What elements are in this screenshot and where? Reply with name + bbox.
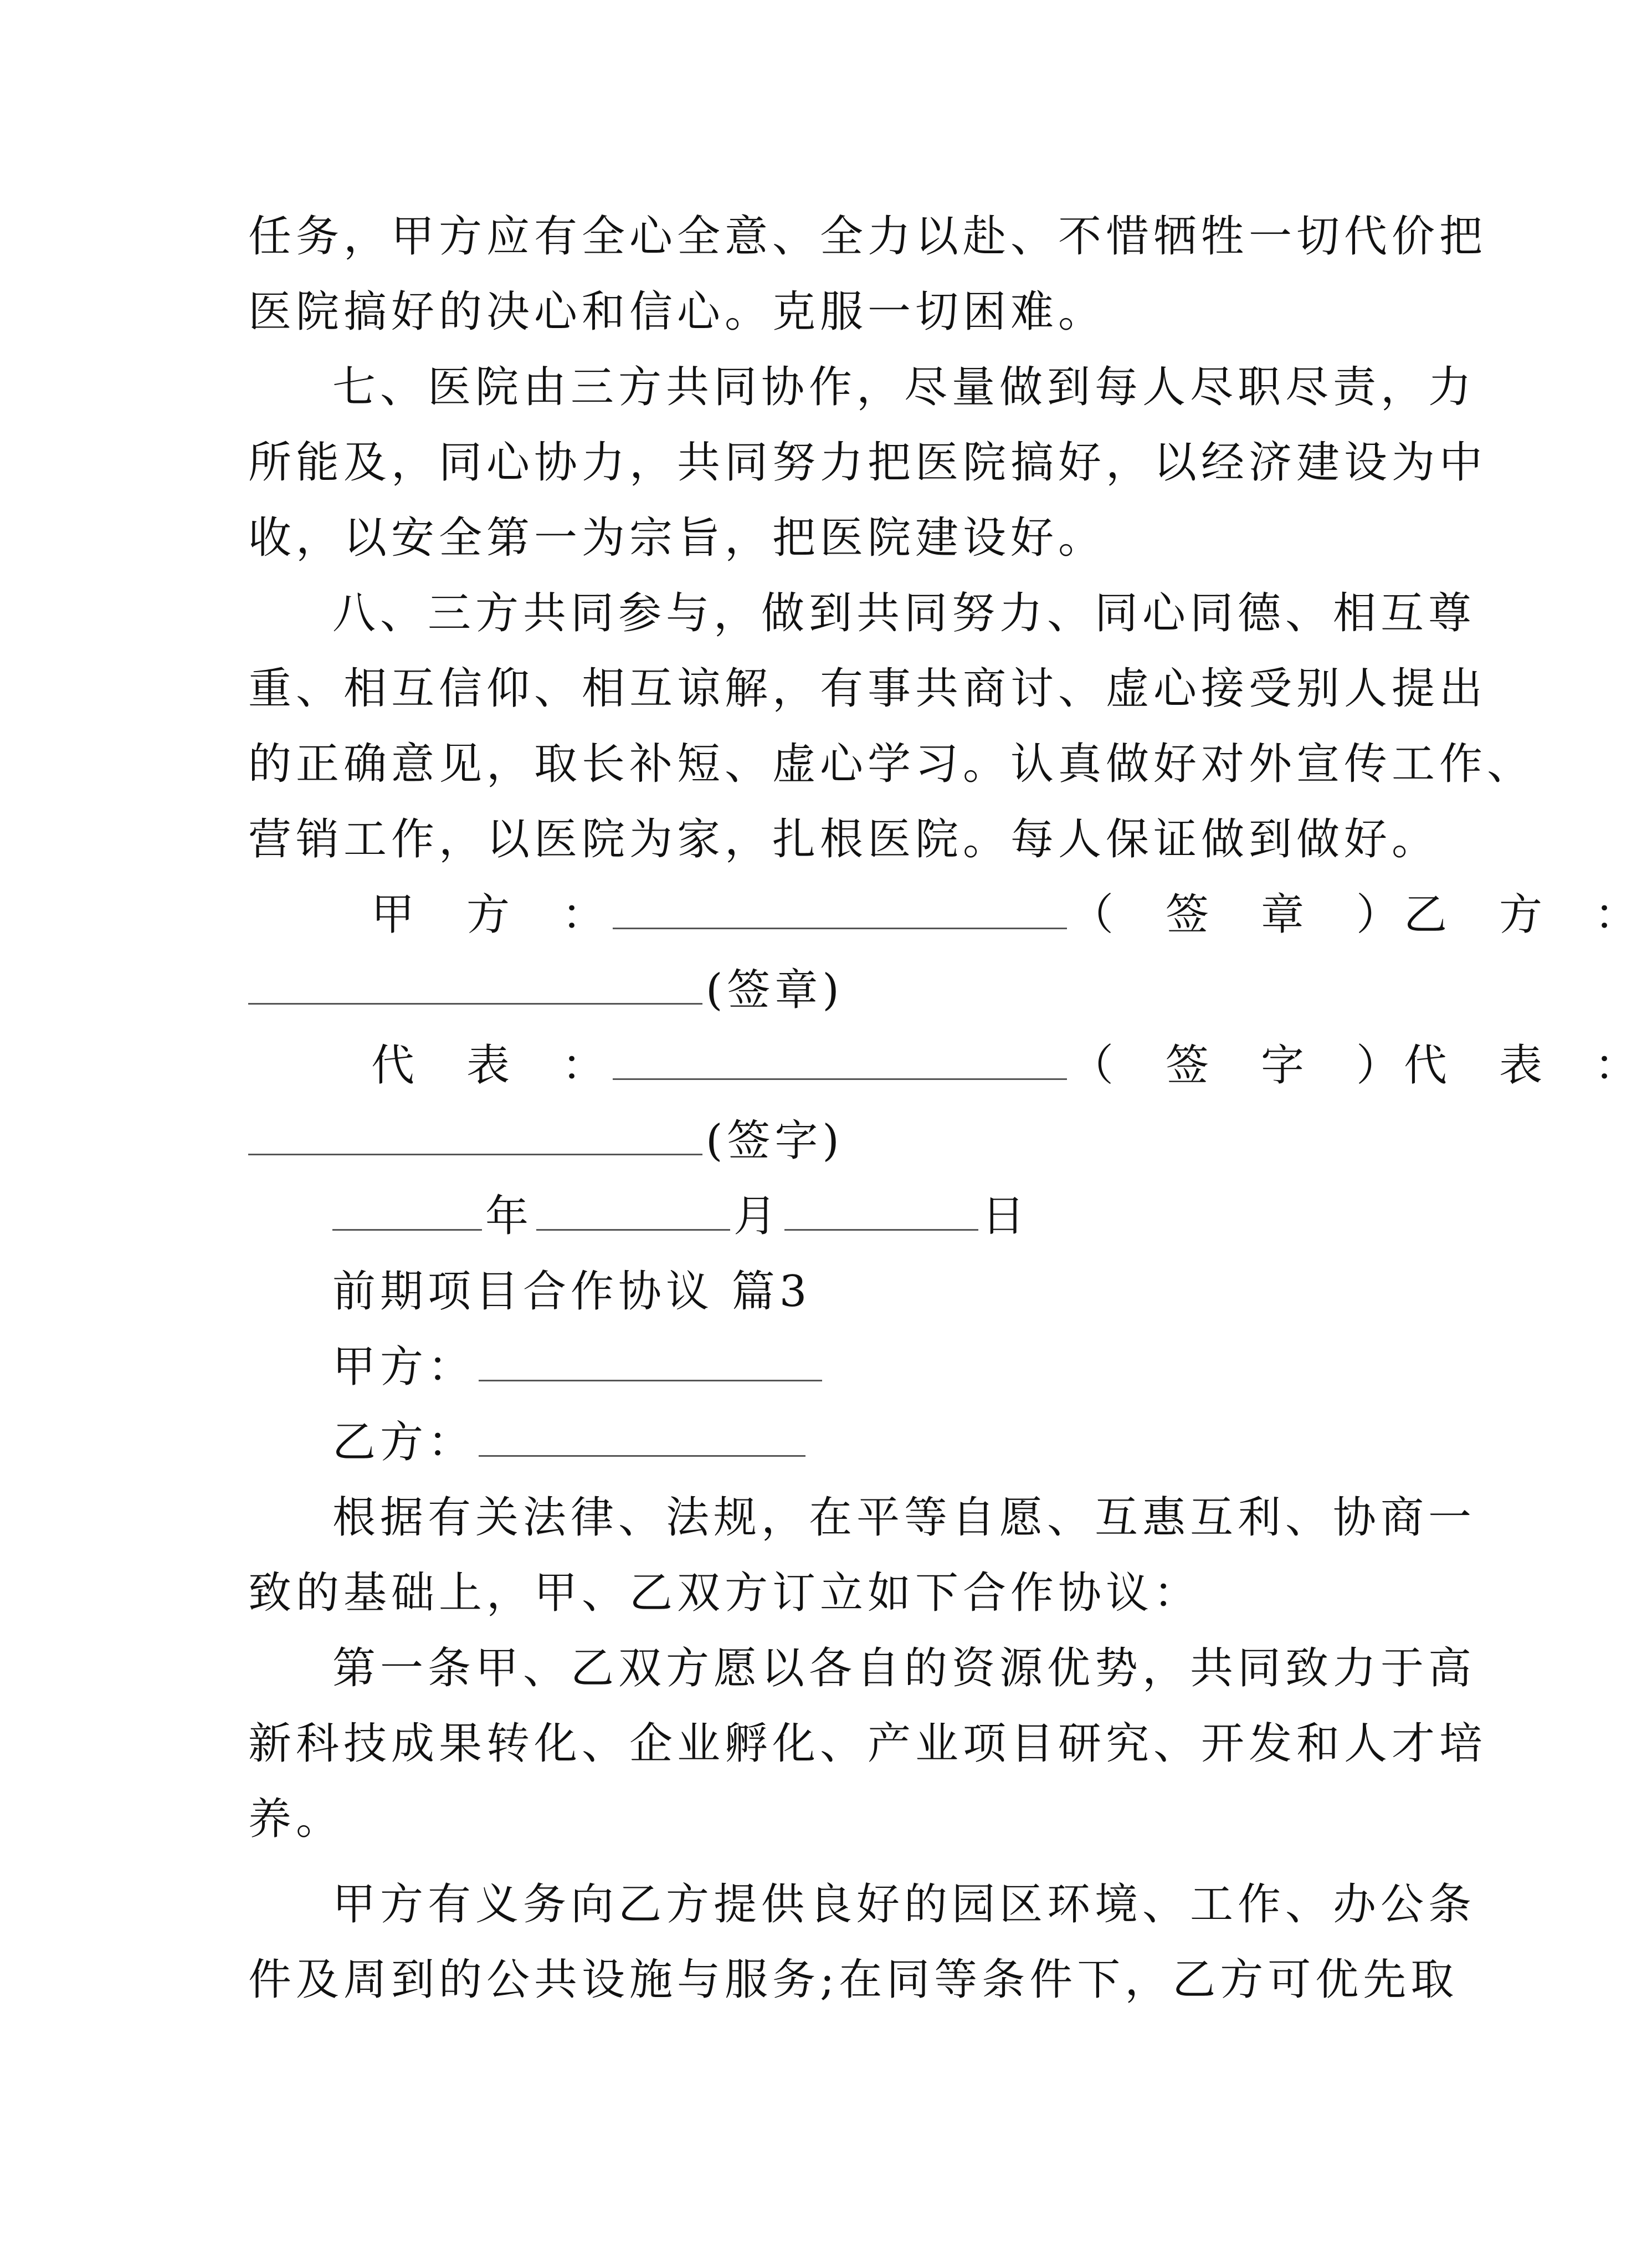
rep-b-label: 代 表 ：: [1404, 1041, 1642, 1091]
section-title: 前期项目合作协议 篇3: [332, 1267, 812, 1317]
party-a-name-blank: [479, 1337, 822, 1381]
signature-row-party: [371, 884, 1642, 945]
year-label: 年: [485, 1191, 533, 1241]
party-a-seal: （ 签 章 ）: [1070, 890, 1404, 940]
paragraph-line: 致的基础上，甲、乙双方订立如下合作协议：: [248, 1568, 1202, 1618]
rep-a-label: 代 表 ：: [371, 1041, 610, 1091]
paragraph-line: 新科技成果转化、企业孵化、产业项目研究、开发和人才培: [248, 1719, 1487, 1769]
paragraph-line: 根据有关法律、法规，在平等自愿、互惠互利、协商一: [332, 1493, 1476, 1543]
party-b-name-blank: [479, 1412, 805, 1457]
party-b-row: [332, 1412, 1457, 1473]
month-blank: [536, 1186, 730, 1231]
paragraph-line: 八、三方共同参与，做到共同努力、同心同德、相互尊: [332, 588, 1476, 638]
rep-a-sign: （ 签 字 ）: [1070, 1041, 1404, 1091]
paragraph-line: 营销工作，以医院为家，扎根医院。每人保证做到做好。: [248, 815, 1440, 864]
paragraph-line: 第一条甲、乙双方愿以各自的资源优势，共同致力于高: [332, 1644, 1476, 1693]
party-a-label: 甲 方 ：: [371, 890, 610, 940]
rep-b-sign: (签字): [706, 1116, 844, 1166]
day-blank: [784, 1186, 978, 1231]
party-b-label: 乙 方 ：: [1404, 890, 1642, 940]
signature-row-party-b: [248, 960, 1373, 1021]
paragraph-line: 任务，甲方应有全心全意、全力以赴、不惜牺牲一切代价把: [248, 212, 1487, 262]
paragraph-line: 甲方有义务向乙方提供良好的园区环境、工作、办公条: [332, 1880, 1476, 1929]
rep-b-blank: [248, 1110, 702, 1155]
paragraph-line: 的正确意见，取长补短、虚心学习。认真做好对外宣传工作、: [248, 739, 1535, 789]
paragraph-line: 件及周到的公共设施与服务;在同等条件下，乙方可优先取: [248, 1955, 1459, 2005]
paragraph-line: 养。: [248, 1794, 344, 1844]
party-a-label: 甲方：: [332, 1342, 476, 1392]
party-a-row: [332, 1337, 1457, 1397]
signature-row-rep-b: [248, 1110, 1373, 1171]
month-label: 月: [733, 1191, 782, 1241]
signature-row-rep: [371, 1035, 1642, 1096]
paragraph-line: 医院搞好的决心和信心。克服一切困难。: [248, 287, 1106, 337]
party-b-seal: (签章): [706, 965, 844, 1015]
paragraph-line: 所能及，同心协力，共同努力把医院搞好，以经济建设为中: [248, 438, 1487, 488]
paragraph-line: 重、相互信仰、相互谅解，有事共商讨、虚心接受别人提出: [248, 664, 1487, 714]
rep-a-blank: [613, 1035, 1067, 1080]
party-b-label: 乙方：: [332, 1417, 476, 1467]
party-b-blank: [248, 960, 702, 1005]
paragraph-line: 七、医院由三方共同协作，尽量做到每人尽职尽责，力: [332, 362, 1476, 412]
paragraph-line: 收，以安全第一为宗旨，把医院建设好。: [248, 513, 1106, 563]
date-row: [332, 1186, 1457, 1247]
day-label: 日: [982, 1191, 1030, 1241]
year-blank: [332, 1186, 482, 1231]
party-a-blank: [613, 884, 1067, 929]
